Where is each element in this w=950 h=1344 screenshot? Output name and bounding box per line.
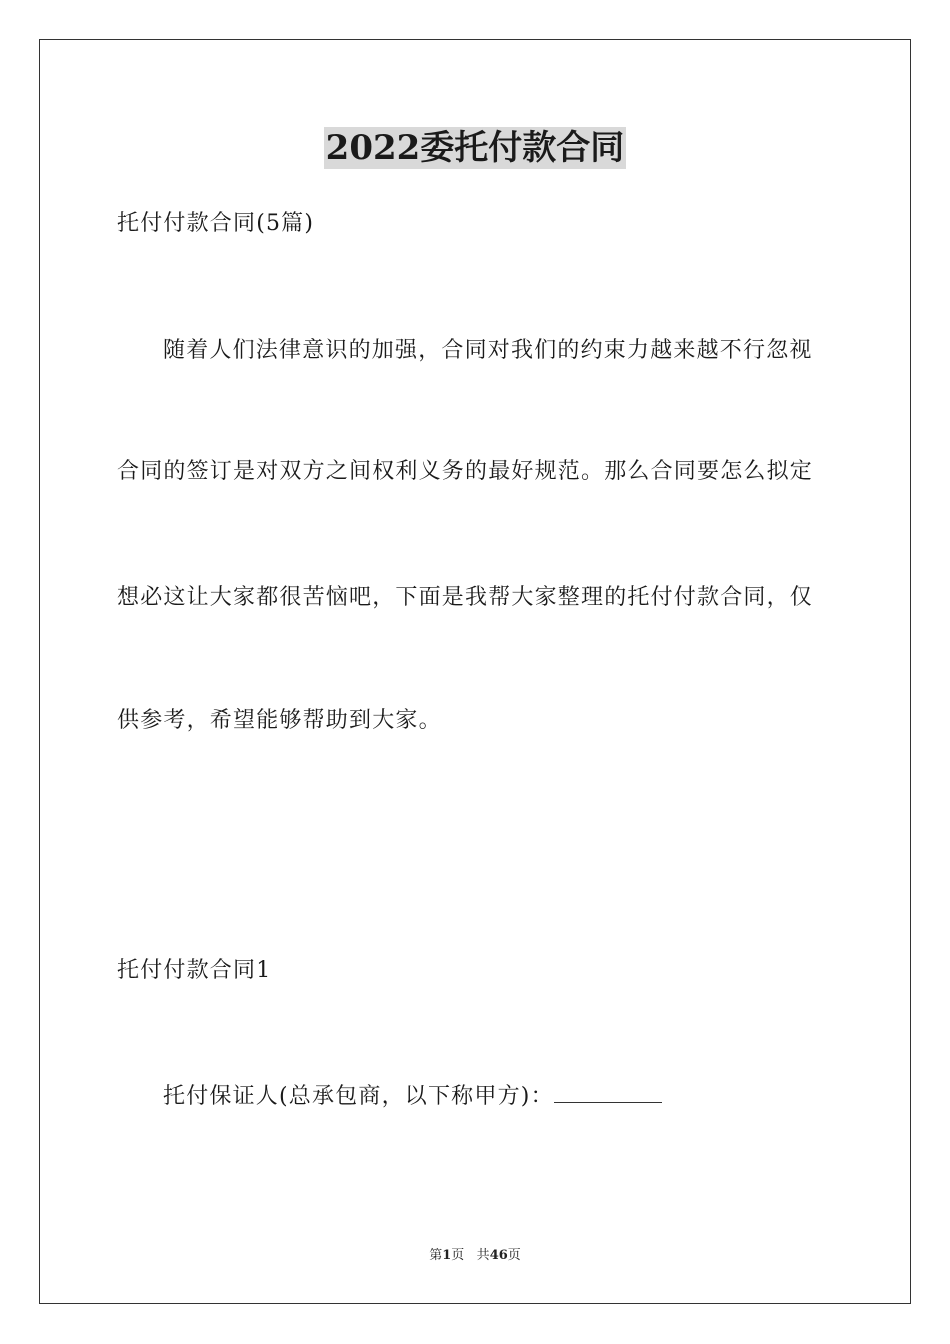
footer-total-prefix: 共 <box>476 1248 490 1263</box>
intro-line-1: 随着人们法律意识的加强，合同对我们的约束力越来越不行忽视 <box>163 338 813 363</box>
footer-total-suffix: 页 <box>507 1248 521 1263</box>
document-title: 2022委托付款合同 <box>325 128 625 168</box>
intro-line-4: 供参考，希望能够帮助到大家。 <box>117 708 442 733</box>
guarantor-blank-field[interactable] <box>554 1082 662 1103</box>
intro-line-3: 想必这让大家都很苦恼吧，下面是我帮大家整理的托付付款合同，仅 <box>117 585 814 610</box>
footer-total-pages: 46 <box>489 1248 508 1263</box>
footer-page-number: 1 <box>442 1248 452 1263</box>
intro-line-2: 合同的签订是对双方之间权利义务的最好规范。那么合同要怎么拟定 <box>117 459 814 484</box>
footer-page-prefix: 第 <box>429 1248 443 1263</box>
guarantor-line <box>163 1082 662 1112</box>
footer-page-suffix: 页 <box>451 1248 465 1263</box>
document-subtitle: 托付付款合同(5篇) <box>117 211 315 236</box>
page-footer <box>0 1247 950 1265</box>
guarantor-label: 托付保证人(总承包商，以下称甲方)： <box>163 1084 554 1109</box>
title-container <box>0 127 950 169</box>
section-heading: 托付付款合同1 <box>117 958 272 983</box>
